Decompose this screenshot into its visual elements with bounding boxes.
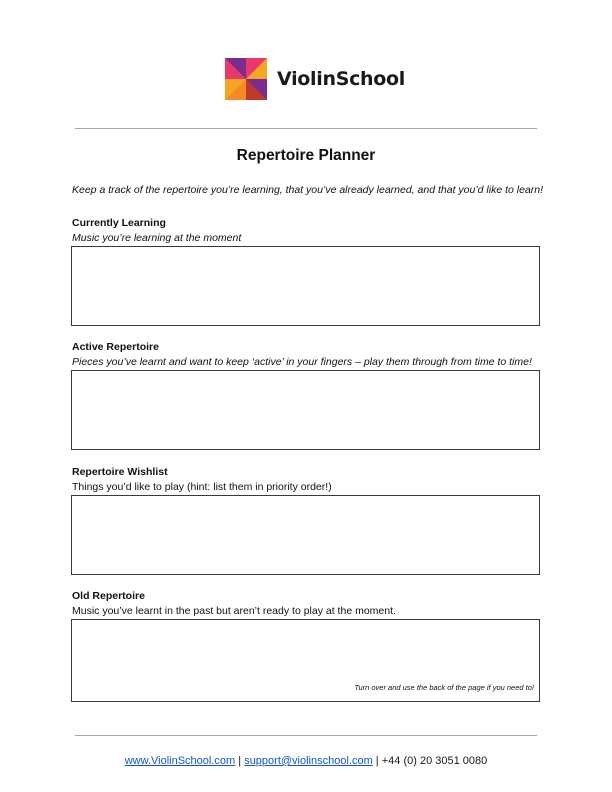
section-heading-currently-learning: Currently Learning bbox=[72, 217, 166, 229]
old-repertoire-box[interactable] bbox=[71, 619, 540, 702]
top-divider bbox=[75, 128, 537, 129]
page-title: Repertoire Planner bbox=[236, 147, 376, 164]
turn-over-note: Turn over and use the back of the page if you need to! bbox=[354, 683, 534, 692]
currently-learning-box[interactable] bbox=[71, 246, 540, 326]
section-description-currently-learning: Music you’re learning at the moment bbox=[72, 232, 242, 244]
logo-text: ViolinSchool bbox=[277, 68, 405, 90]
violinschool-logo bbox=[225, 58, 405, 100]
section-description-repertoire-wishlist: Things you’d like to play (hint: list them in priority order!) bbox=[72, 481, 332, 493]
section-heading-active-repertoire: Active Repertoire bbox=[72, 341, 159, 353]
active-repertoire-box[interactable] bbox=[71, 370, 540, 450]
footer-contact bbox=[0, 755, 612, 767]
repertoire-wishlist-box[interactable] bbox=[71, 495, 540, 575]
phone-number: +44 (0) 20 3051 0080 bbox=[381, 755, 488, 767]
footer-separator: | bbox=[372, 755, 382, 767]
section-heading-old-repertoire: Old Repertoire bbox=[72, 590, 145, 602]
section-description-old-repertoire: Music you’ve learnt in the past but aren’t ready to play at the moment. bbox=[72, 605, 396, 617]
intro-text: Keep a track of the repertoire you’re learning, that you’ve already learned, and that you’d like to learn! bbox=[72, 184, 544, 196]
footer-separator: | bbox=[235, 755, 245, 767]
email-link[interactable]: support@violinschool.com bbox=[244, 755, 373, 767]
section-heading-repertoire-wishlist: Repertoire Wishlist bbox=[72, 466, 168, 478]
section-description-active-repertoire: Pieces you’ve learnt and want to keep ‘active’ in your fingers – play them through from time to time! bbox=[72, 356, 532, 368]
violinschool-logo-icon bbox=[225, 58, 267, 100]
website-link[interactable]: www.ViolinSchool.com bbox=[124, 755, 236, 767]
bottom-divider bbox=[75, 735, 537, 736]
